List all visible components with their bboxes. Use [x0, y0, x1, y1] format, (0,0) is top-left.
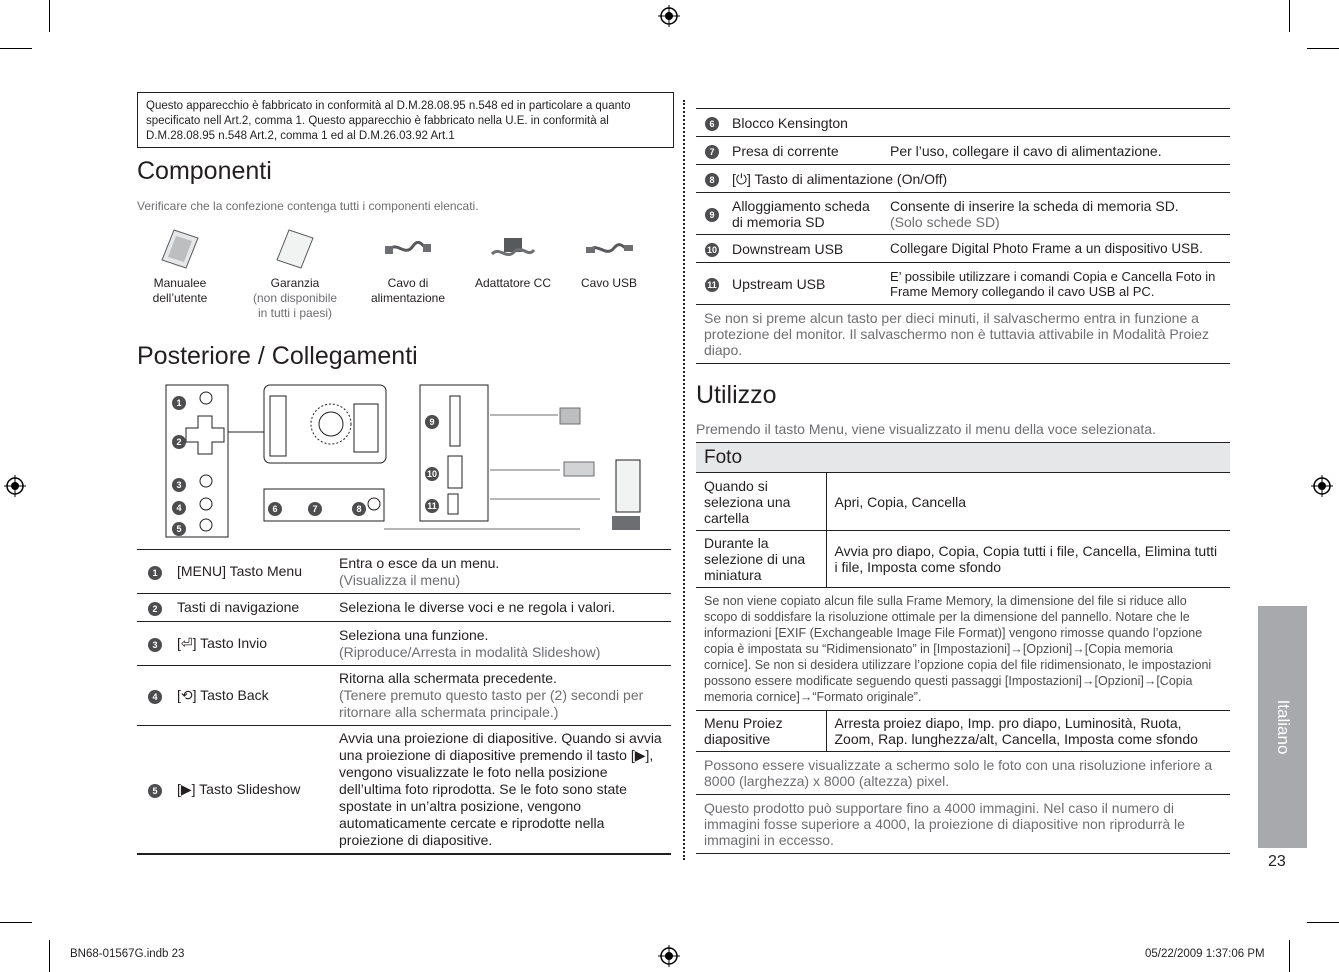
rear-buttons-table — [137, 549, 671, 855]
table-row: Se non viene copiato alcun file sulla Frame Memory, la dimensione del file si riduce allo scopo di soddisfare la risoluzione ottimale per la dimensione del pannello. Notare che le informazioni [EXIF (Exchangeable Image File Format)] vengono rimosse quando l’opzione copia è impostata su “Ridimensionato” in [Impostazioni]→[Opzioni]→[Copia memoria cornice]. Se non si desidera utilizzare l’opzione copia del file ridimensionato, le impostazioni possono essere modificate seguendo questi passaggi [Impostazioni]→[Opzioni]→[Copia memoria cornice]→“Formato originale”. — [696, 588, 1230, 711]
diagram-number: 10 — [426, 469, 437, 479]
table-row: 4 [⟲] Tasto Back Ritorna alla schermata precedente. (Tenere premuto questo tasto per (2) secondi per ritornare alla schermata principale.) — [137, 666, 671, 726]
component-power-cable: Cavo di alimentazione — [364, 228, 452, 306]
table-row: Se non si preme alcun tasto per dieci minuti, il salvaschermo entra in funzione a protezione del monitor. Il salvaschermo non è tuttavia attivabile in Modalità Proiez diapo. — [696, 305, 1230, 364]
footer-timestamp: 05/22/2009 1:37:06 PM — [1145, 948, 1265, 960]
crop-mark — [1307, 48, 1339, 49]
connectors-table — [696, 108, 1230, 364]
crop-mark — [0, 48, 32, 49]
component-warranty: Garanzia (non disponibile in tutti i paesi) — [250, 228, 340, 321]
page-number: 23 — [1268, 853, 1286, 870]
diagram-number: 4 — [172, 501, 186, 515]
registration-mark-icon — [4, 475, 26, 497]
rear-connections-diagram — [160, 382, 650, 542]
registration-mark-icon — [658, 5, 680, 27]
table-row: 7 Presa di corrente Per l’uso, collegare il cavo di alimentazione. — [696, 137, 1230, 165]
crop-mark — [49, 0, 50, 32]
table-row: 3 [⏎] Tasto Invio Seleziona una funzione. (Riproduce/Arresta in modalità Slideshow) — [137, 622, 671, 666]
warranty-icon — [275, 228, 315, 270]
table-row: 11 Upstream USB E’ possibile utilizzare i comandi Copia e Cancella Foto in Frame Memory collegando il cavo USB al PC. — [696, 263, 1230, 305]
table-row: Menu Proiez diapositive Arresta proiez diapo, Imp. pro diapo, Luminosità, Ruota, Zoom, Rap. lunghezza/alt, Cancella, Imposta come sfondo — [696, 711, 1230, 752]
diagram-number: 3 — [172, 478, 186, 492]
table-row: Possono essere visualizzate a schermo solo le foto con una risoluzione inferiore a 8000 (larghezza) x 8000 (altezza) pixel. — [696, 752, 1230, 795]
crop-mark — [1289, 0, 1290, 32]
foto-header: Foto — [704, 446, 743, 468]
column-divider — [683, 100, 685, 860]
crop-mark — [49, 940, 50, 972]
diagram-number: 1 — [172, 396, 186, 410]
foto-menu-table — [696, 442, 1230, 854]
table-row: 9 Alloggiamento scheda di memoria SD Consente di inserire la scheda di memoria SD. (Solo schede SD) — [696, 193, 1230, 235]
table-row: 10 Downstream USB Collegare Digital Photo Frame a un dispositivo USB. — [696, 235, 1230, 263]
diagram-number: 11 — [425, 499, 439, 513]
registration-mark-icon — [658, 945, 680, 967]
usb-cable-icon — [584, 228, 634, 270]
language-tab: Italiano — [1258, 606, 1307, 848]
componenti-title: Componenti — [137, 157, 272, 185]
utilizzo-title: Utilizzo — [696, 381, 777, 409]
diagram-number: 5 — [172, 522, 186, 536]
diagram-number: 7 — [308, 502, 322, 516]
footer-filename: BN68-01567G.indb 23 — [70, 948, 185, 960]
table-row: Questo prodotto può supportare fino a 4000 immagini. Nel caso il numero di immagini fosse superiore a 4000, la proiezione di diapositive non riprodurrà le immagini in eccesso. — [696, 795, 1230, 854]
table-row: 1 [MENU] Tasto Menu Entra o esce da un menu. (Visualizza il menu) — [137, 550, 671, 594]
utilizzo-subtitle: Premendo il tasto Menu, viene visualizzato il menu della voce selezionata. — [696, 421, 1156, 437]
registration-mark-icon — [1311, 475, 1333, 497]
component-dc-adapter: Adattatore CC — [470, 228, 556, 291]
crop-mark — [1289, 940, 1290, 972]
component-manual: Manualee dell’utente — [140, 228, 220, 306]
manual-icon — [160, 228, 200, 270]
component-usb-cable: Cavo USB — [570, 228, 648, 291]
crop-mark — [0, 922, 32, 923]
table-row: 2 Tasti di navigazione Seleziona le diverse voci e ne regola i valori. — [137, 594, 671, 622]
posteriore-title: Posteriore / Collegamenti — [137, 342, 418, 370]
conformity-notice: Questo apparecchio è fabbricato in conformità al D.M.28.08.95 n.548 ed in particolare a quanto specificato nell Art.2, comma 1. Questo apparecchio è fabbricato nella U.E. in conformità al D.M.28.08.95 n.548 Art.2, comma 1 ed al D.M.26.03.92 Art.1 — [137, 92, 674, 148]
table-row: 6 Blocco Kensington — [696, 109, 1230, 137]
table-row: 8 [⏻] Tasto di alimentazione (On/Off) — [696, 165, 1230, 193]
diagram-number: 2 — [172, 435, 186, 449]
power-cable-icon — [383, 228, 433, 270]
table-row: 5 [▶] Tasto Slideshow Avvia una proiezione di diapositive. Quando si avvia una proiezione di diapositive premendo il tasto [▶], vengono visualizzate le foto nella posizione dell’ultima foto riprodotta. Se le foto sono state spostate in un’altra posizione, vengono automaticamente cercate e riprodotte nella proiezione di diapositive. — [137, 726, 671, 855]
dc-adapter-icon — [488, 228, 538, 270]
table-row: Quando si seleziona una cartella Apri, Copia, Cancella — [696, 473, 1230, 531]
diagram-number: 6 — [268, 502, 282, 516]
table-row: Durante la selezione di una miniatura Avvia pro diapo, Copia, Copia tutti i file, Cancella, Elimina tutti i file, Imposta come sfondo — [696, 531, 1230, 588]
table-row — [696, 443, 1230, 473]
componenti-subtitle: Verificare che la confezione contenga tutti i componenti elencati. — [137, 199, 479, 213]
crop-mark — [1307, 922, 1339, 923]
diagram-number: 9 — [425, 415, 439, 429]
diagram-number: 8 — [352, 502, 366, 516]
